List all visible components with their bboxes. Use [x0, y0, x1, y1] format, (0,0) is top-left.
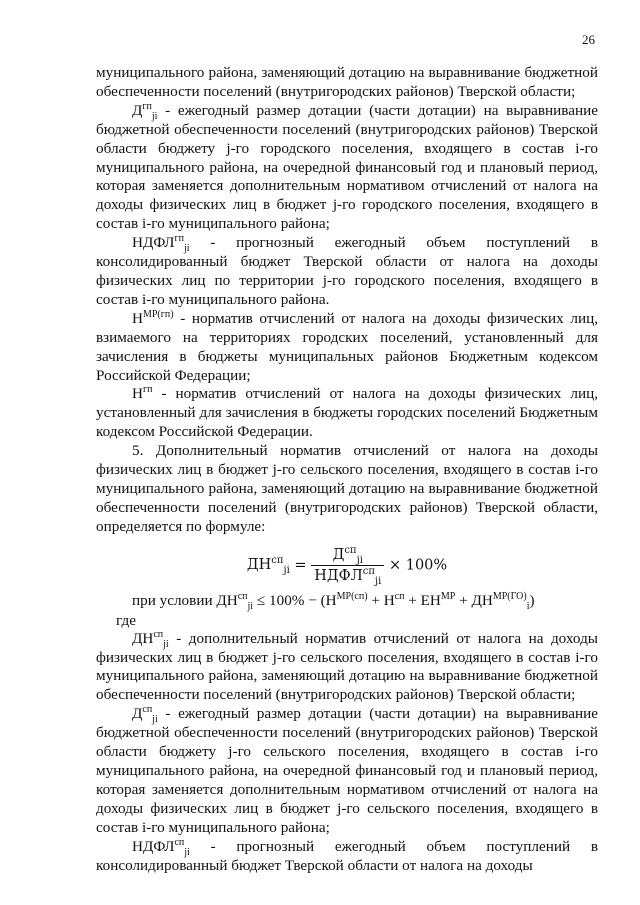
- paragraph-5: $Н^{гп}$ - норматив отчислений от налога на доходы физических лиц, установленный для зачисления в бюджеты городских поселений Бюджетным кодексом Российской Федерации.: [96, 384, 598, 441]
- paragraph-3: $НДФЛ^{гп}_{ji}$ - прогнозный ежегодный объем поступлений в консолидированный бюджет Тверской области от налога на доходы физических лиц по территории j-го городского поселения, входящего в состав i-го муниципального района.: [96, 233, 598, 308]
- formula-denominator: $НДФЛ^{сп}_{ji}$: [314, 565, 382, 587]
- formula: $ДН^{сп}_{ji}$ = $\frac{Д^{сп}_{ji}}{НДФЛ^{сп}_{ji}}$ × 100%: [246, 544, 448, 587]
- paragraph-9: $НДФЛ^{сп}_{ji}$ - прогнозный ежегодный объем поступлений в консолидированный бюджет Тверской области от налога на доходы: [96, 836, 598, 874]
- paragraph-2: $Д^{гп}_{ji}$ - ежегодный размер дотации (части дотации) на выравнивание бюджетной обеспеченности поселений (внутригородских районов) Тверской области бюджету j-го городского поселения, входящего в состав i-го муниципального района, на очередной финансовый год и плановый период, которая заменяется дополнительным нормативом отчислений от налога на доходы физических лиц в бюджет j-го городского поселения, входящего в состав i-го муниципального района;: [96, 100, 598, 233]
- document-body: [96, 64, 598, 875]
- formula-condition: при условии $ДН^{сп}_{ji} \le 100\% - (Н^{МР(сп)} + Н^{сп} + ЕН^{МР} + ДН^{МР(ГО)}_i)$: [132, 590, 535, 612]
- paragraph-6: 5. Дополнительный норматив отчислений от налога на доходы физических лиц в бюджет j-го сельского поселения, входящего в состав i-го муниципального района, заменяющий дотацию на выравнивание бюджетной обеспеченности поселений (внутригородских районов) Тверской области, определяется по формуле:: [96, 442, 598, 535]
- paragraph-1: муниципального района, заменяющий дотацию на выравнивание бюджетной обеспеченности поселений (внутригородских районов) Тверской области;: [96, 64, 598, 100]
- paragraph-7: $ДН^{сп}_{ji}$ - дополнительный норматив отчислений от налога на доходы физических лиц в бюджет j-го сельского поселения, входящего в состав i-го муниципального района, заменяющий дотацию на выравнивание бюджетной обеспеченности поселений (внутригородских районов) Тверской области;: [96, 628, 598, 704]
- paragraph-4: $Н^{МР(гп)}$ - норматив отчислений от налога на доходы физических лиц, взимаемого на территориях городских поселений, установленный для зачисления в бюджеты муниципальных районов Бюджетным кодексом Российской Федерации;: [96, 308, 598, 384]
- formula-fraction: [311, 545, 384, 586]
- page-number: 26: [582, 32, 595, 47]
- paragraph-8: $Д^{сп}_{ji}$ - ежегодный размер дотации (части дотации) на выравнивание бюджетной обеспеченности поселений (внутригородских районов) Тверской области бюджету j-го сельского поселения, входящего в состав i-го муниципального района, на очередной финансовый год и плановый период, которая заменяется дополнительным нормативом отчислений от налога на доходы физических лиц в бюджет j-го сельского поселения, входящего в состав i-го муниципального района;: [96, 704, 598, 836]
- formula-numerator: $Д^{сп}_{ji}$: [311, 545, 384, 566]
- where-label: где: [116, 611, 136, 629]
